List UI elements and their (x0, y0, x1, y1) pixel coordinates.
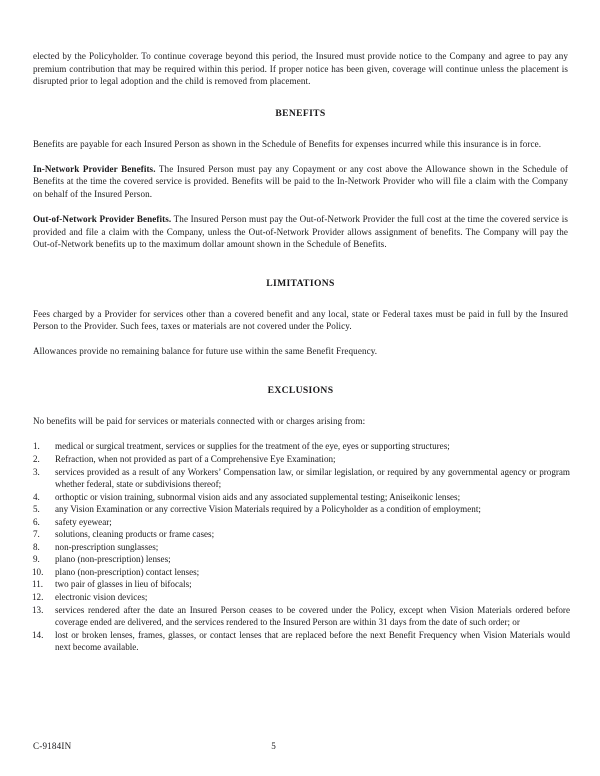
section-heading-exclusions: EXCLUSIONS (267, 384, 334, 396)
list-item (33, 629, 570, 654)
list-item (33, 491, 570, 504)
list-item (33, 578, 570, 591)
list-item (33, 553, 570, 566)
list-item-number: 12. (32, 592, 44, 602)
spacer (33, 290, 568, 308)
list-item-number: 9. (33, 554, 40, 565)
in-network-provider-benefits-paragraph (33, 163, 568, 201)
list-item-text: non-prescription sunglasses; (55, 541, 159, 552)
list-item-number: 3. (33, 466, 40, 477)
spacer (33, 358, 568, 384)
list-item (33, 516, 570, 529)
list-item-number: 8. (33, 541, 40, 552)
page-number: 5 (271, 741, 276, 751)
list-item-number: 11. (32, 579, 44, 590)
in-network-lead-label: In-Network Provider Benefits. (33, 163, 156, 174)
list-item (33, 528, 570, 541)
spacer (33, 333, 568, 346)
section-heading-benefits: BENEFITS (275, 107, 326, 119)
list-item-number: 2. (33, 453, 40, 464)
list-item (33, 466, 570, 491)
spacer (33, 200, 568, 213)
in-network-body-text: The Insured Person must pay any Copayment or any cost above the Allowance shown in the Schedule of Benefits at the time the covered service is provided. Benefits will be paid to the In-Network Provider who will file a claim with the Company on behalf of the Insured Person. (33, 163, 568, 199)
list-item (33, 604, 570, 629)
list-item (33, 541, 570, 554)
list-item-text: services provided as a result of any Workers’ Compensation law, or similar legislation, or required by any governmental agency or program whether federal, state or subdivisions thereof; (55, 466, 570, 490)
exclusions-list (33, 440, 570, 653)
out-of-network-lead-label: Out-of-Network Provider Benefits. (33, 214, 172, 225)
list-item (33, 566, 570, 579)
out-of-network-provider-benefits-paragraph (33, 213, 568, 251)
section-heading-limitations: LIMITATIONS (266, 277, 335, 289)
list-item-number: 13. (32, 604, 44, 615)
limitations-paragraph-1: Fees charged by a Provider for services other than a covered benefit and any local, state or Federal taxes must be paid in full by the Insured Person to the Provider. Such fees, taxes or materials are not covered under the Policy. (33, 308, 568, 332)
benefits-intro-paragraph: Benefits are payable for each Insured Person as shown in the Schedule of Benefits for expenses incurred while this insurance is in force. (33, 138, 542, 149)
list-item-text: solutions, cleaning products or frame cases; (55, 529, 215, 540)
out-of-network-body-text: The Insured Person must pay the Out-of-Network Provider the full cost at the time the covered service is provided and file a claim with the Company, unless the Out-of-Network Provider allows assignment of benefits. The Company will pay the Out-of-Network benefits up to the maximum dollar amount shown in the Schedule of Benefits. (33, 214, 568, 250)
list-item-number: 4. (33, 491, 40, 502)
list-item-number: 10. (32, 566, 44, 577)
list-item (33, 591, 570, 604)
list-item-text: medical or surgical treatment, services or supplies for the treatment of the eye, eyes or supporting structures; (55, 441, 450, 452)
list-item-text: services rendered after the date an Insured Person ceases to be covered under the Policy, except when Vision Materials ordered before coverage ended are delivered, and the services rendered to the Insured Person are within 31 days from the date of such order; or (55, 604, 570, 628)
list-item-number: 1. (33, 441, 40, 452)
list-item (33, 453, 570, 466)
list-item-text: electronic vision devices; (55, 592, 148, 602)
page-content (33, 50, 568, 654)
document-form-number: C-9184IN (33, 741, 72, 751)
list-item-number: 7. (33, 529, 40, 540)
list-item-text: two pair of glasses in lieu of bifocals; (55, 579, 192, 590)
limitations-paragraph-2: Allowances provide no remaining balance for future use within the same Benefit Frequency. (33, 346, 378, 357)
list-item-text: orthoptic or vision training, subnormal vision aids and any associated supplemental testing; Aniseikonic lenses; (55, 491, 461, 502)
list-item-number: 6. (33, 516, 40, 527)
page-footer (33, 741, 570, 755)
list-item (33, 440, 570, 453)
continued-paragraph: elected by the Policyholder. To continue coverage beyond this period, the Insured must provide notice to the Company and agree to pay any premium contribution that may be required within this period. If proper notice has been given, coverage will continue unless the placement is disrupted prior to legal adoption and the child is removed from placement. (33, 51, 568, 87)
list-item-text: plano (non-prescription) contact lenses; (55, 566, 200, 577)
list-item-text: any Vision Examination or any corrective Vision Materials required by a Policyholder as a condition of employment; (55, 504, 481, 515)
exclusions-intro-paragraph: No benefits will be paid for services or materials connected with or charges arising from: (33, 415, 366, 426)
list-item (33, 503, 570, 516)
spacer (33, 427, 568, 440)
spacer (33, 397, 568, 415)
list-item-number: 5. (33, 504, 40, 515)
spacer (33, 88, 568, 107)
spacer (33, 150, 568, 163)
spacer (33, 120, 568, 138)
list-item-text: plano (non-prescription) lenses; (55, 554, 171, 565)
spacer (33, 251, 568, 277)
list-item-text: safety eyewear; (55, 516, 112, 527)
list-item-number: 14. (32, 629, 44, 640)
list-item-text: Refraction, when not provided as part of a Comprehensive Eye Examination; (55, 453, 336, 464)
list-item-text: lost or broken lenses, frames, glasses, or contact lenses that are replaced before the next Benefit Frequency when Vision Materials would next become available. (55, 629, 570, 653)
